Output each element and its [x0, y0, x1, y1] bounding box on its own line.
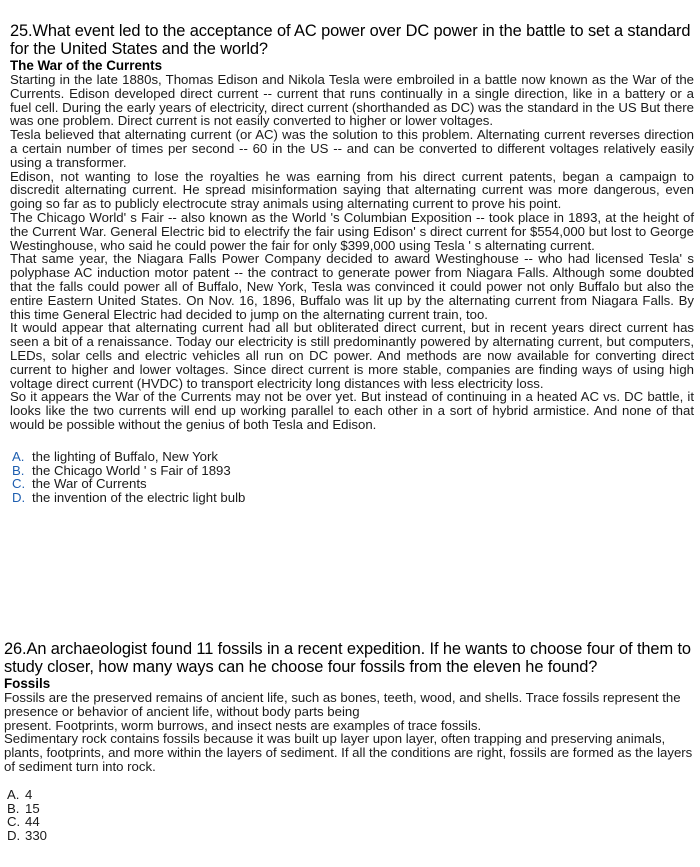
question-25-paragraph: Edison, not wanting to lose the royalties he was earning from his direct current patents, began a campaign to discredit alternating current. He spread misinformation saying that alternating current was more dangerous, even going so far as to publicly electrocute stray animals using alternating current to prove his point.	[10, 168, 694, 212]
question-25-paragraph: The Chicago World' s Fair -- also known as the World 's Columbian Exposition -- took place in 1893, at the height of the Current War. General Electric bid to electrify the fair using Edison' s direct current for $554,000 but lost to George Westinghouse, who said he could power the fair for only $399,000 using Tesla ' s alternating current.	[10, 209, 694, 253]
question-25-paragraph: Starting in the late 1880s, Thomas Edison and Nikola Tesla were embroiled in a battle now known as the War of the Currents. Edison developed direct current -- current that runs continually in a single direction, like in a battery or a fuel cell. During the early years of electricity, direct current (shorthanded as DC) was the standard in the US But there was one problem. Direct current is not easily converted to higher or lower voltages.	[10, 72, 694, 129]
answer-option-b[interactable]	[12, 464, 694, 478]
option-letter: A.	[12, 448, 25, 464]
question-25-options	[10, 450, 694, 505]
answer-option-c[interactable]	[7, 815, 694, 829]
question-25-paragraph: That same year, the Niagara Falls Power Company decided to award Westinghouse -- who had licensed Tesla' s polyphase AC induction motor patent -- the contract to generate power from Niagara Falls. Although some doubted that the falls could power all of Buffalo, New York, Tesla was convinced it could power not only Buffalo but also the entire Eastern United States. On Nov. 16, 1896, Buffalo was lit up by the alternating current from Niagara Falls. By this time General Electric had decided to jump on the alternating current train, too.	[10, 251, 694, 322]
question-26-subheading: Fossils	[4, 676, 51, 691]
option-letter: C.	[7, 814, 21, 830]
option-text: the War of Currents	[32, 476, 147, 492]
option-text: 44	[25, 814, 40, 830]
question-25-paragraph: So it appears the War of the Currents may not be over yet. But instead of continuing in a heated AC vs. DC battle, it looks like the two currents will end up working parallel to each other in a sort of hybrid armistice. And none of that would be possible without the genius of both Tesla and Edison.	[10, 389, 694, 432]
option-letter: B.	[7, 800, 20, 816]
option-text: the lighting of Buffalo, New York	[32, 448, 218, 464]
option-letter: D.	[7, 828, 21, 844]
question-25-title: 25.What event led to the acceptance of AC power over DC power in the battle to set a standard for the United States and the world?	[10, 22, 691, 58]
option-letter: D.	[12, 490, 26, 506]
question-26-paragraph: Fossils are the preserved remains of ancient life, such as bones, teeth, wood, and shells. Trace fossils represent the presence or behavior of ancient life, without body parts being	[4, 690, 681, 719]
answer-option-d[interactable]	[7, 829, 694, 843]
answer-option-c[interactable]	[12, 477, 694, 491]
question-25	[10, 22, 694, 505]
option-text: 330	[25, 828, 48, 844]
question-25-subheading: The War of the Currents	[10, 58, 163, 73]
question-25-paragraph: It would appear that alternating current had all but obliterated direct current, but in recent years direct current has seen a bit of a renaissance. Today our electricity is still predominantly powered by alternating current, but computers, LEDs, solar cells and electric vehicles all run on DC power. And methods are now available for converting direct current to higher and lower voltages. Since direct current is more stable, companies are finding ways of using high voltage direct current (HVDC) to transport electricity long distances with less electricity loss.	[10, 320, 694, 391]
option-text: 15	[25, 800, 40, 816]
question-25-paragraph: Tesla believed that alternating current (or AC) was the solution to this problem. Alternating current reverses direction a certain number of times per second -- 60 in the US -- and can be converted to different voltages relatively easily using a transformer.	[10, 127, 694, 170]
option-letter: A.	[7, 786, 20, 802]
question-26-paragraph: Sedimentary rock contains fossils because it was built up layer upon layer, often trapping and preserving animals, plants, footprints, and more within the layers of sediment. If all the conditions are right, fossils are formed as the layers of sediment turn into rock.	[4, 731, 693, 774]
question-26-paragraph: present. Footprints, worm burrows, and insect nests are examples of trace fossils.	[4, 717, 482, 733]
question-26	[4, 640, 694, 843]
answer-option-a[interactable]	[12, 450, 694, 464]
option-text: the Chicago World ' s Fair of 1893	[32, 462, 231, 478]
answer-option-d[interactable]	[12, 491, 694, 505]
option-letter: C.	[12, 476, 26, 492]
option-text: 4	[25, 786, 33, 802]
option-text: the invention of the electric light bulb	[32, 490, 246, 506]
answer-option-a[interactable]	[7, 788, 694, 802]
answer-option-b[interactable]	[7, 802, 694, 816]
option-letter: B.	[12, 462, 25, 478]
question-26-title: 26.An archaeologist found 11 fossils in a recent expedition. If he wants to choose four of them to study closer, how many ways can he choose four fossils from the eleven he found?	[4, 640, 691, 676]
question-26-options	[4, 788, 694, 843]
